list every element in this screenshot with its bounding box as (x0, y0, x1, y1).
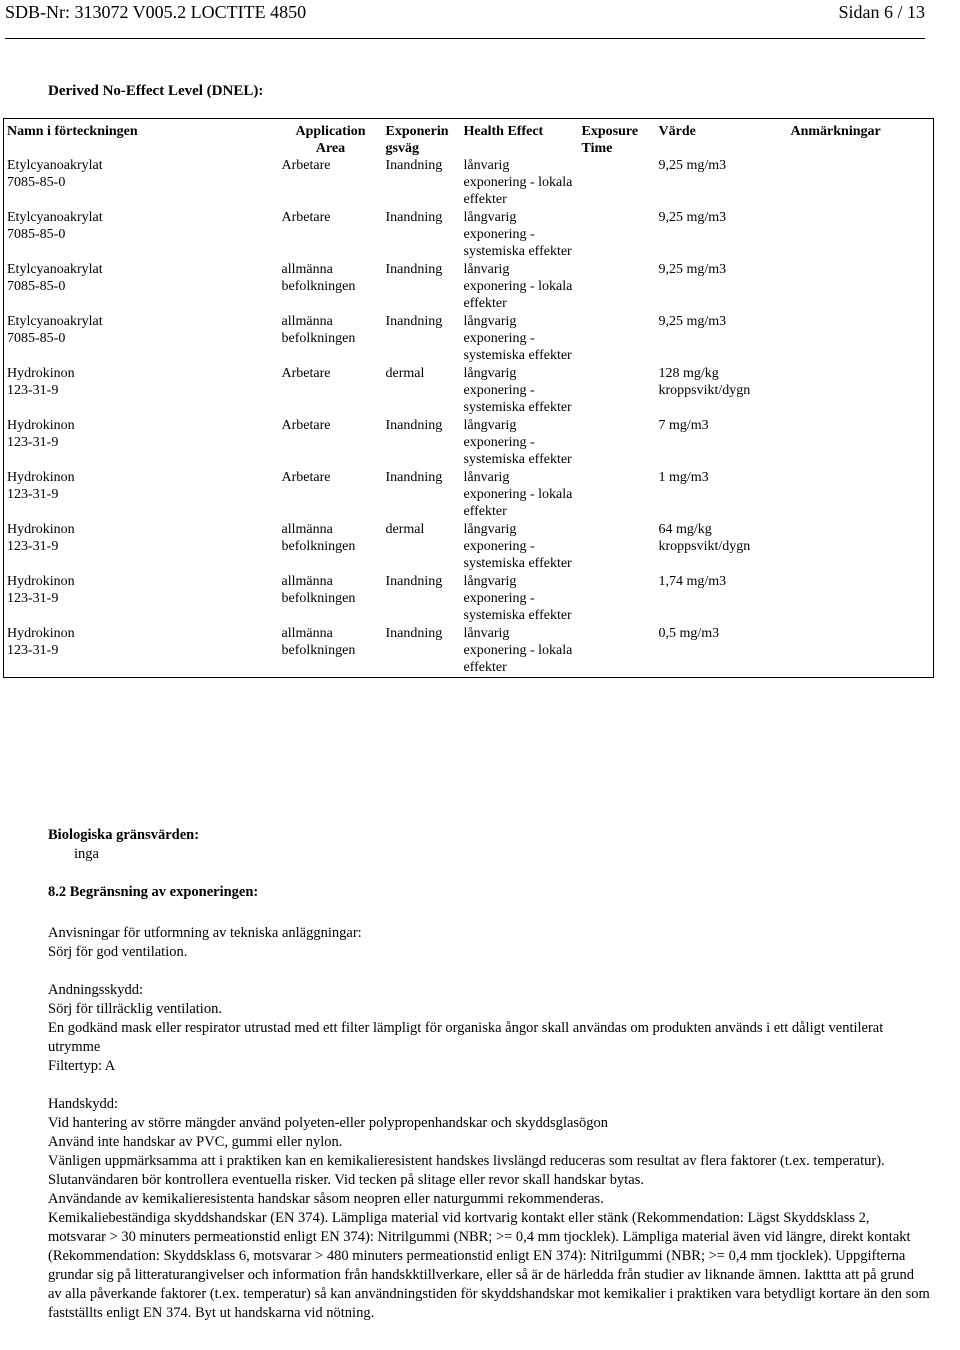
cell-name (4, 313, 279, 365)
cell-route (383, 313, 461, 365)
health-effect: lånvarig exponering - lokala effekter (463, 262, 573, 311)
cell-route (383, 469, 461, 521)
cell-value (656, 625, 788, 678)
dnel-value: 9,25 mg/m3 (658, 210, 727, 225)
substance-name: Hydrokinon (7, 418, 75, 433)
cell-name (4, 573, 279, 625)
cell-area (279, 625, 383, 678)
cas-number: 123-31-9 (7, 383, 59, 398)
dnel-value: 128 mg/kg kroppsvikt/dygn (658, 366, 751, 398)
cell-time (579, 261, 656, 313)
resp-line: Sörj för tillräcklig ventilation. (48, 1001, 222, 1017)
cell-time (579, 573, 656, 625)
substance-name: Hydrokinon (7, 522, 75, 537)
cell-route (383, 625, 461, 678)
cell-notes (788, 365, 934, 417)
cas-number: 123-31-9 (7, 435, 59, 450)
dnel-value: 64 mg/kg kroppsvikt/dygn (658, 522, 751, 554)
cas-number: 7085-85-0 (7, 279, 66, 294)
hand-line: Vänligen uppmärksamma att i praktiken kan en kemikalieresistent handskes livslängd reduceras som resultat av flera faktorer (t.ex. temperatur). Slutanvändaren bör kontrollera eventuella risker. Vid tecken på slitage eller revor skall handskar bytas. (48, 1153, 885, 1188)
header-rule (5, 38, 925, 39)
cell-notes (788, 313, 934, 365)
section-8-2 (48, 883, 930, 1323)
table-row (4, 469, 934, 521)
cell-time (579, 313, 656, 365)
cell-name (4, 261, 279, 313)
cas-number: 7085-85-0 (7, 175, 66, 190)
substance-name: Hydrokinon (7, 574, 75, 589)
health-effect: långvarig exponering - systemiska effekter (463, 522, 572, 571)
cell-effect (461, 261, 579, 313)
cell-name (4, 157, 279, 209)
cell-notes (788, 417, 934, 469)
cell-area (279, 417, 383, 469)
cas-number: 7085-85-0 (7, 331, 66, 346)
exposure-route: Inandning (385, 418, 443, 433)
cell-route (383, 157, 461, 209)
cell-time (579, 521, 656, 573)
cell-name (4, 365, 279, 417)
table-row (4, 209, 934, 261)
table-row (4, 573, 934, 625)
cell-area (279, 469, 383, 521)
cell-area (279, 573, 383, 625)
cell-route (383, 365, 461, 417)
cell-effect (461, 157, 579, 209)
cell-time (579, 469, 656, 521)
exposure-route: dermal (385, 366, 425, 381)
cell-time (579, 625, 656, 678)
health-effect: långvarig exponering - systemiska effekter (463, 574, 572, 623)
cas-number: 7085-85-0 (7, 227, 66, 242)
cell-value (656, 261, 788, 313)
health-effect: lånvarig exponering - lokala effekter (463, 158, 573, 207)
cell-route (383, 573, 461, 625)
table-header-row (4, 119, 934, 158)
substance-name: Hydrokinon (7, 626, 75, 641)
table-row (4, 313, 934, 365)
exposure-route: Inandning (385, 314, 443, 329)
cell-area (279, 521, 383, 573)
cell-value (656, 573, 788, 625)
table-row (4, 625, 934, 678)
col-header-area: Application Area (295, 124, 366, 156)
hand-line: Användande av kemikalieresistenta handskar såsom neopren eller naturgummi rekommenderas. (48, 1191, 604, 1207)
cell-area (279, 365, 383, 417)
page-number: Sidan 6 / 13 (838, 2, 925, 22)
application-area: Arbetare (281, 366, 331, 381)
health-effect: lånvarig exponering - lokala effekter (463, 470, 573, 519)
application-area: Arbetare (281, 418, 331, 433)
exposure-route: Inandning (385, 262, 443, 277)
dnel-title: Derived No-Effect Level (DNEL): (48, 83, 264, 99)
cell-route (383, 209, 461, 261)
cell-time (579, 417, 656, 469)
cell-effect (461, 521, 579, 573)
cas-number: 123-31-9 (7, 487, 59, 502)
hand-line: Vid hantering av större mängder använd polyeten-eller polypropenhandskar och skyddsglasögon (48, 1115, 609, 1131)
bio-section (48, 826, 930, 864)
cell-name (4, 469, 279, 521)
cas-number: 123-31-9 (7, 539, 59, 554)
exposure-route: dermal (385, 522, 425, 537)
cell-time (579, 365, 656, 417)
cell-effect (461, 573, 579, 625)
cell-value (656, 469, 788, 521)
cell-value (656, 313, 788, 365)
cell-time (579, 157, 656, 209)
health-effect: långvarig exponering - systemiska effekter (463, 210, 572, 259)
application-area: Arbetare (281, 210, 331, 225)
section-8-2-title: 8.2 Begränsning av exponeringen: (48, 884, 259, 900)
cell-notes (788, 521, 934, 573)
cell-area (279, 261, 383, 313)
substance-name: Etylcyanoakrylat (7, 314, 103, 329)
cell-name (4, 521, 279, 573)
cell-notes (788, 157, 934, 209)
document-id: SDB-Nr: 313072 V005.2 LOCTITE 4850 (5, 2, 307, 22)
cell-effect (461, 625, 579, 678)
cell-effect (461, 365, 579, 417)
col-header-notes: Anmärkningar (790, 124, 881, 139)
exposure-route: Inandning (385, 470, 443, 485)
cell-route (383, 417, 461, 469)
cell-notes (788, 261, 934, 313)
tech-heading: Anvisningar för utformning av tekniska anläggningar: (48, 925, 362, 941)
exposure-route: Inandning (385, 626, 443, 641)
dnel-value: 1,74 mg/m3 (658, 574, 727, 589)
application-area: Arbetare (281, 470, 331, 485)
cell-value (656, 209, 788, 261)
exposure-route: Inandning (385, 158, 443, 173)
cell-notes (788, 573, 934, 625)
cell-notes (788, 469, 934, 521)
dnel-value: 7 mg/m3 (658, 418, 709, 433)
application-area: allmänna befolkningen (281, 314, 356, 346)
bio-value: inga (74, 846, 99, 862)
cell-effect (461, 209, 579, 261)
hand-line: Kemikaliebeständiga skyddshandskar (EN 374). Lämpliga material vid kortvarig kontakt eller stänk (Rekommendation: Lägst Skyddsklass 2, motsvarar > 30 minuters permeationstid enligt EN 374): Nitrilgummi (NBR; >= 0,4 mm tjocklek). Lämpliga material även vid längre, direkt kontakt (Rekommendation: Skyddsklass 6, motsvarar > 480 minuters permeationstid enligt EN 374): Nitrilgummi (NBR; >= 0,4 mm tjocklek). Uppgifterna grundar sig på litteraturangivelser och information från handskktillverkare, eller så är de härledda från studier av liknande ämnen. Iakttta att på grund av alla påverkande faktorer (t.ex. temperatur) så kan användningstiden för skyddshandskar mot kemikalier i praktiken vara betydligt kortare än den som fastställts enligt EN 374. Byt ut handskarna vid nötning. (48, 1210, 930, 1321)
cell-value (656, 417, 788, 469)
dnel-table (3, 118, 934, 678)
cell-area (279, 209, 383, 261)
cell-value (656, 157, 788, 209)
cell-notes (788, 625, 934, 678)
col-header-value: Värde (658, 124, 696, 139)
bio-title: Biologiska gränsvärden: (48, 827, 200, 843)
hand-line: Använd inte handskar av PVC, gummi eller nylon. (48, 1134, 343, 1150)
dnel-value: 9,25 mg/m3 (658, 262, 727, 277)
cell-name (4, 417, 279, 469)
table-row (4, 417, 934, 469)
application-area: Arbetare (281, 158, 331, 173)
cell-name (4, 209, 279, 261)
cell-notes (788, 209, 934, 261)
health-effect: lånvarig exponering - lokala effekter (463, 626, 573, 675)
application-area: allmänna befolkningen (281, 626, 356, 658)
cell-value (656, 521, 788, 573)
substance-name: Hydrokinon (7, 366, 75, 381)
cell-area (279, 157, 383, 209)
table-row (4, 521, 934, 573)
application-area: allmänna befolkningen (281, 574, 356, 606)
table-row (4, 157, 934, 209)
dnel-value: 9,25 mg/m3 (658, 314, 727, 329)
cell-name (4, 625, 279, 678)
hand-heading: Handskydd: (48, 1096, 119, 1112)
tech-text: Sörj för god ventilation. (48, 944, 188, 960)
table-row (4, 365, 934, 417)
substance-name: Etylcyanoakrylat (7, 210, 103, 225)
substance-name: Etylcyanoakrylat (7, 262, 103, 277)
cell-effect (461, 469, 579, 521)
cell-value (656, 365, 788, 417)
substance-name: Etylcyanoakrylat (7, 158, 103, 173)
cas-number: 123-31-9 (7, 643, 59, 658)
cell-effect (461, 417, 579, 469)
dnel-value: 9,25 mg/m3 (658, 158, 727, 173)
exposure-route: Inandning (385, 574, 443, 589)
resp-line: En godkänd mask eller respirator utrustad med ett filter lämpligt för organiska ångor skall användas om produkten används i ett dåligt ventilerat utrymme (48, 1020, 884, 1055)
dnel-value: 0,5 mg/m3 (658, 626, 720, 641)
application-area: allmänna befolkningen (281, 522, 356, 554)
cas-number: 123-31-9 (7, 591, 59, 606)
cell-route (383, 521, 461, 573)
col-header-name: Namn i förteckningen (7, 124, 138, 139)
cell-effect (461, 313, 579, 365)
table-row (4, 261, 934, 313)
cell-area (279, 313, 383, 365)
resp-heading: Andningsskydd: (48, 982, 144, 998)
cell-time (579, 209, 656, 261)
exposure-route: Inandning (385, 210, 443, 225)
page-header (5, 0, 925, 26)
substance-name: Hydrokinon (7, 470, 75, 485)
dnel-value: 1 mg/m3 (658, 470, 709, 485)
cell-route (383, 261, 461, 313)
health-effect: långvarig exponering - systemiska effekter (463, 366, 572, 415)
health-effect: långvarig exponering - systemiska effekter (463, 418, 572, 467)
application-area: allmänna befolkningen (281, 262, 356, 294)
col-header-effect: Health Effect (463, 124, 544, 139)
col-header-route: Exponerin gsväg (385, 124, 449, 156)
health-effect: långvarig exponering - systemiska effekter (463, 314, 572, 363)
resp-line: Filtertyp: A (48, 1058, 116, 1074)
col-header-time: Exposure Time (581, 124, 639, 156)
